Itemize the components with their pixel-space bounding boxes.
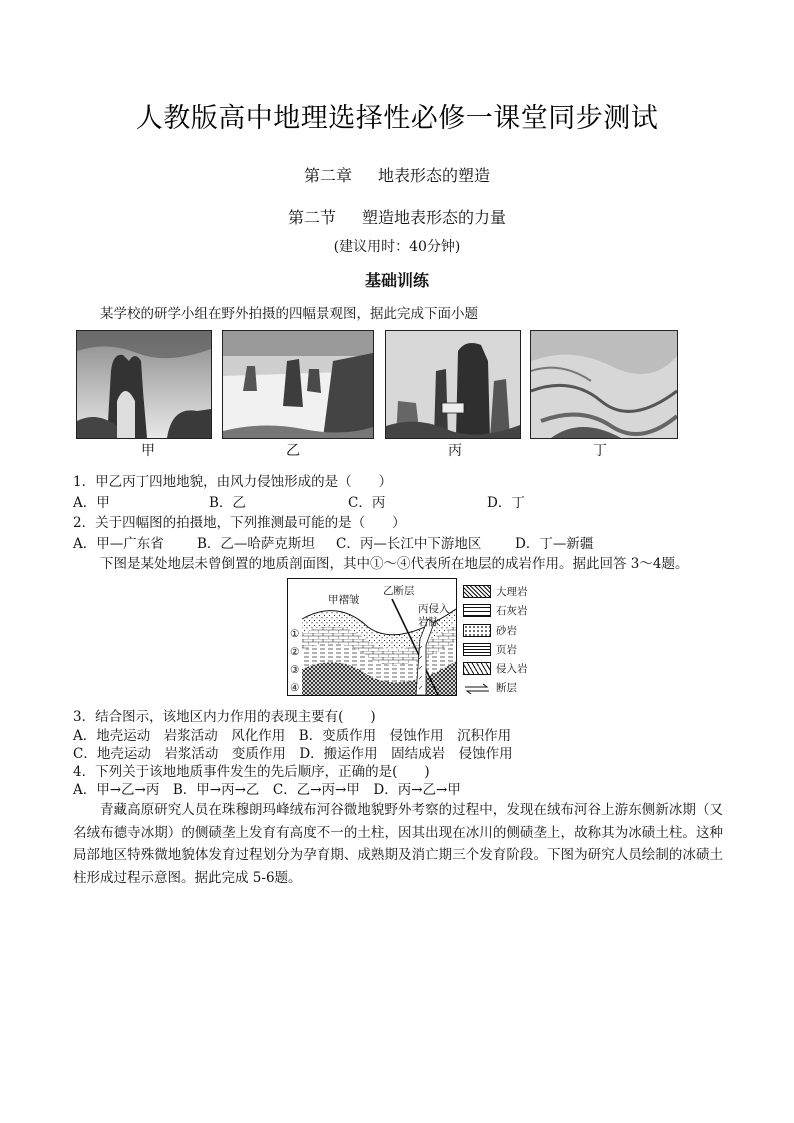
label-intrusion-2: 岩脉 <box>418 616 439 628</box>
photo-jia <box>76 330 212 439</box>
question-3-options-cd: C．地壳运动 岩浆活动 变质作用 D．搬运作用 固结成岩 侵蚀作用 <box>73 746 513 762</box>
question-2-option-b: B．乙—哈萨克斯坦 <box>197 536 315 552</box>
section-heading <box>0 205 794 228</box>
legend-shale-swatch <box>463 643 491 656</box>
legend-fault-symbol <box>463 680 491 692</box>
question-4-options: A．甲→乙→丙 B．甲→丙→乙 C．乙→丙→甲 D．丙→乙→甲 <box>73 782 461 798</box>
section-number: 第二节 <box>287 208 336 227</box>
photo-bing <box>385 330 521 439</box>
question-2-option-d: D．丁—新疆 <box>515 536 594 552</box>
section-name: 塑造地表形态的力量 <box>362 208 507 227</box>
photo-label-jia: 甲 <box>141 443 155 459</box>
question-1-stem: 1．甲乙丙丁四地地貌，由风力侵蚀形成的是（ ） <box>73 474 393 490</box>
label-stratum-1: ① <box>290 628 300 640</box>
question-1-option-d: D．丁 <box>487 495 525 511</box>
label-intrusion-1: 丙侵入 <box>418 603 450 615</box>
label-fold: 甲褶皱 <box>328 594 360 606</box>
label-fault: 乙断层 <box>383 585 415 597</box>
legend-marble: 大理岩 <box>496 586 528 598</box>
question-3-options-ab: A．地壳运动 岩浆活动 风化作用 B．变质作用 侵蚀作用 沉积作用 <box>73 728 512 744</box>
legend-fault: 断层 <box>496 682 517 694</box>
intro-diagram: 下图是某处地层未曾倒置的地质剖面图，其中①～④代表所在地层的成岩作用。据此回答 3～4题。 <box>100 556 689 572</box>
legend-limestone-swatch <box>463 604 491 617</box>
question-2-stem: 2．关于四幅图的拍摄地，下列推测最可能的是（ ） <box>73 515 406 531</box>
question-1-option-b: B．乙 <box>209 495 246 511</box>
chapter-number: 第二章 <box>303 166 352 185</box>
legend-marble-swatch <box>463 585 491 598</box>
question-2-option-c: C．丙—长江中下游地区 <box>336 536 482 552</box>
legend-limestone: 石灰岩 <box>496 605 528 617</box>
geology-cross-section <box>287 578 457 696</box>
question-2-option-a: A．甲—广东省 <box>73 536 164 552</box>
basic-training-heading: 基础训练 <box>364 271 429 290</box>
question-4-stem: 4．下列关于该地地质事件发生的先后顺序，正确的是( ) <box>73 764 430 780</box>
suggested-time: (建议用时：40分钟) <box>333 239 461 255</box>
photo-ding <box>530 330 678 439</box>
legend-shale: 页岩 <box>496 644 517 656</box>
photo-label-yi: 乙 <box>286 443 300 459</box>
legend-sandstone-swatch <box>463 624 491 637</box>
chapter-heading <box>0 163 794 186</box>
photo-yi <box>222 330 374 439</box>
page-title: 人教版高中地理选择性必修一课堂同步测试 <box>135 103 659 134</box>
intro-photos: 某学校的研学小组在野外拍摄的四幅景观图，据此完成下面小题 <box>100 306 478 322</box>
chapter-name: 地表形态的塑造 <box>378 166 491 185</box>
label-stratum-4: ④ <box>290 682 300 694</box>
legend-sandstone: 砂岩 <box>496 625 517 637</box>
question-3-stem: 3．结合图示，该地区内力作用的表现主要有( ) <box>73 709 376 725</box>
label-stratum-2: ② <box>290 646 300 658</box>
photo-label-bing: 丙 <box>448 443 462 459</box>
label-stratum-3: ③ <box>290 664 300 676</box>
intro-moraine-paragraph: 青藏高原研究人员在珠穆朗玛峰绒布河谷微地貌野外考察的过程中，发现在绒布河谷上游东侧新冰期（又名绒布德寺冰期）的侧碛垄上发育有高度不一的土柱，因其出现在冰川的侧碛垄上，故称其为冰碛土柱。这种局部地区特殊微地貌体发育过程划分为孕育期、成熟期及消亡期三个发育阶段。下图为研究人员绘制的冰碛土柱形成过程示意图。据此完成 5-6题。 <box>73 802 723 886</box>
question-1-option-c: C．丙 <box>348 495 386 511</box>
legend-intrusive: 侵入岩 <box>496 663 528 675</box>
photo-label-ding: 丁 <box>593 443 607 459</box>
legend-intrusive-swatch <box>463 662 491 675</box>
question-1-option-a: A．甲 <box>73 495 110 511</box>
